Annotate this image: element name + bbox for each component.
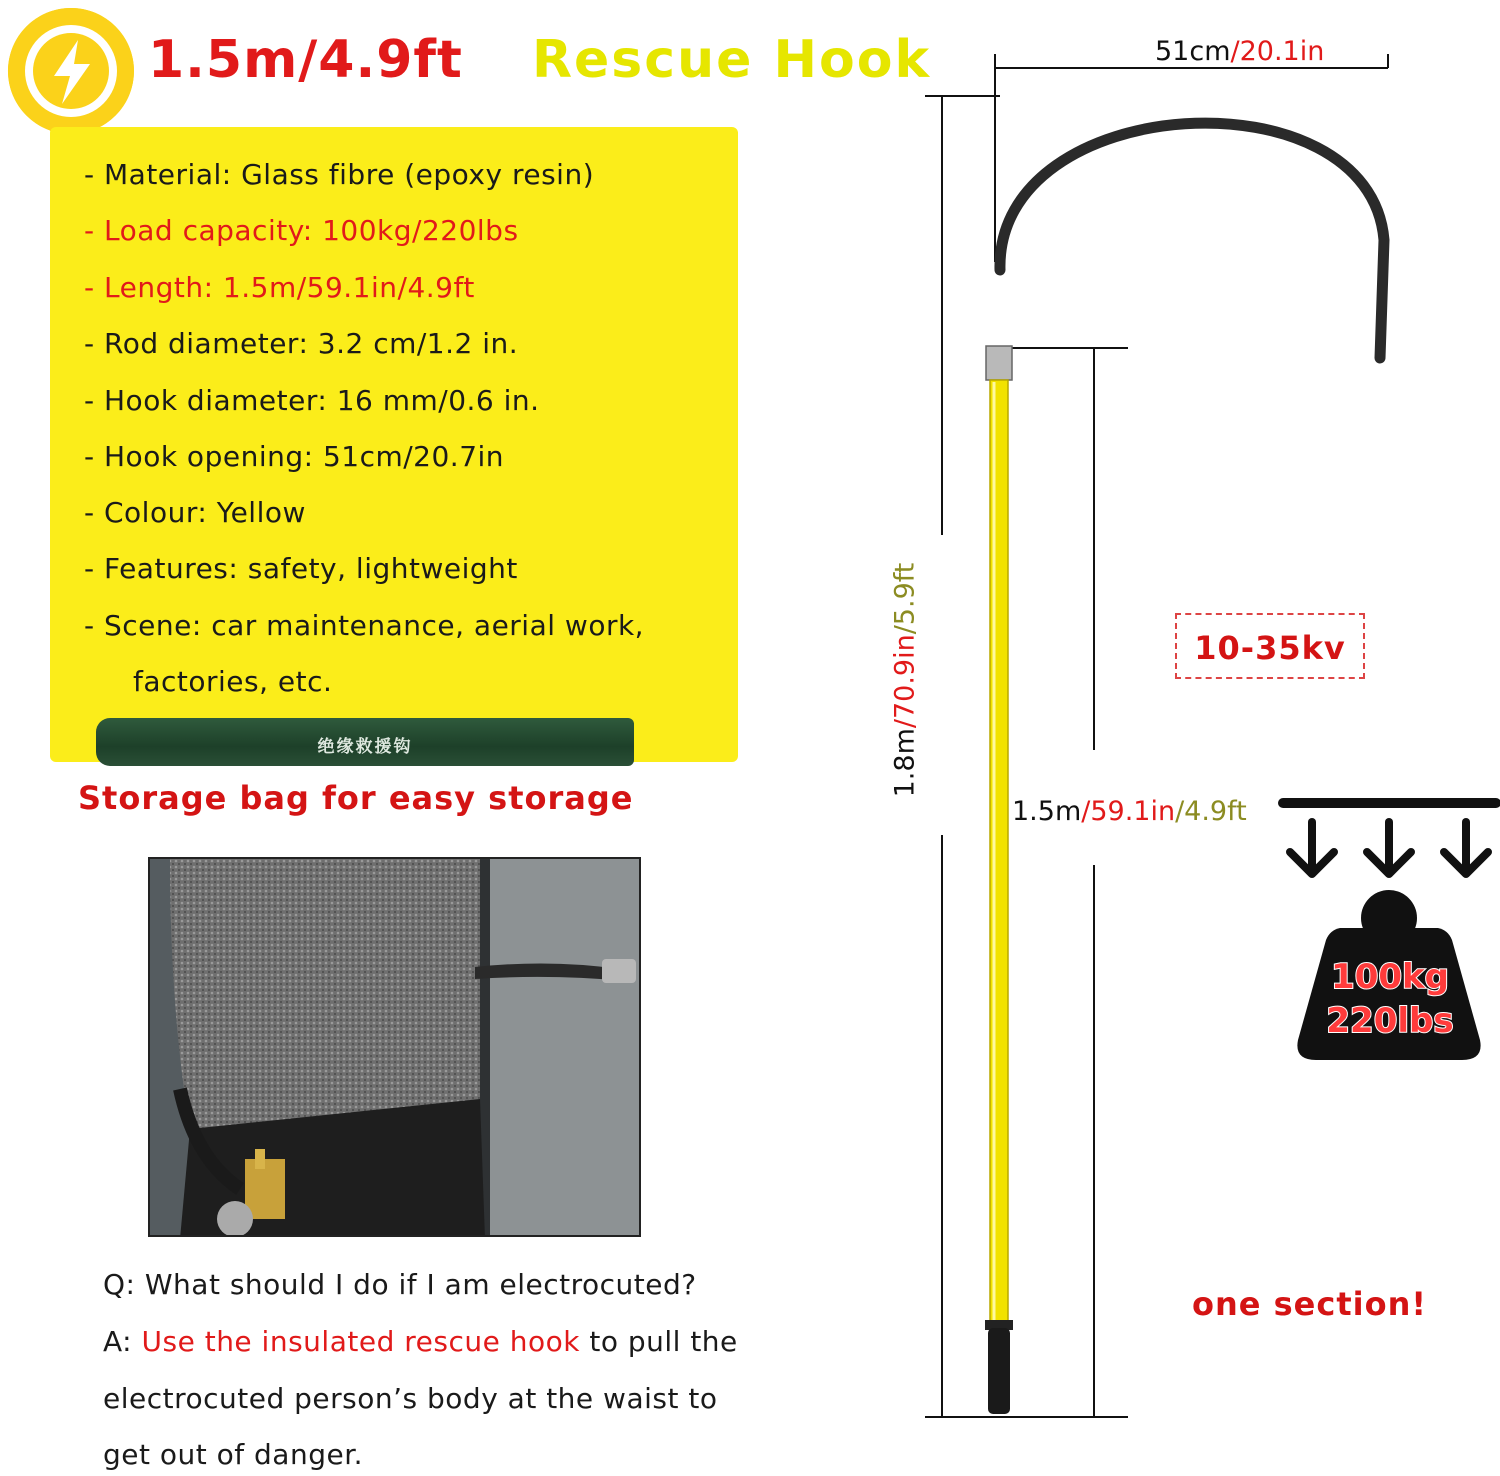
answer-line-2: electrocuted person’s body at the waist to	[103, 1382, 718, 1415]
answer-highlight: Use the insulated rescue hook	[141, 1325, 580, 1358]
answer-prefix: A:	[103, 1325, 142, 1358]
length-dimension-label	[1012, 796, 1247, 827]
voltage-text: 10-35kv	[1194, 629, 1346, 667]
length-metric: 1.5m	[1012, 796, 1082, 827]
spec-load-capacity: - Load capacity: 100kg/220lbs	[84, 214, 519, 247]
width-dimension-label	[1155, 36, 1324, 67]
load-arrows-icon	[1290, 822, 1488, 874]
question-text: Q: What should I do if I am electrocuted?	[103, 1268, 697, 1301]
height-metric: 1.8m	[889, 728, 921, 798]
spec-length: - Length: 1.5m/59.1in/4.9ft	[84, 271, 475, 304]
answer-rest: to pull the	[579, 1325, 738, 1358]
spec-scene-continued: factories, etc.	[133, 665, 333, 698]
length-imperial-in: /59.1in	[1081, 796, 1176, 827]
width-metric: 51cm	[1155, 36, 1231, 67]
weight-kg: 100kg	[1331, 957, 1449, 997]
spec-features: - Features: safety, lightweight	[84, 552, 518, 585]
length-imperial-ft: /4.9ft	[1175, 796, 1247, 827]
spec-rod-diameter: - Rod diameter: 3.2 cm/1.2 in.	[84, 327, 519, 360]
storage-bag-label: 绝缘救援钩	[317, 737, 413, 757]
spec-hook-diameter: - Hook diameter: 16 mm/0.6 in.	[84, 384, 540, 417]
weight-lbs: 220lbs	[1326, 1001, 1454, 1041]
answer-line-3: get out of danger.	[103, 1438, 364, 1471]
height-dimension-label	[890, 563, 921, 798]
hook-arc	[1000, 123, 1384, 358]
weight-label	[1300, 955, 1480, 1045]
title-size: 1.5m/4.9ft	[148, 30, 463, 90]
width-imperial: /20.1in	[1230, 36, 1325, 67]
spec-hook-opening: - Hook opening: 51cm/20.7in	[84, 440, 505, 473]
storage-bag-caption: Storage bag for easy storage	[78, 779, 634, 817]
height-imperial-ft: /5.9ft	[889, 562, 921, 635]
handle-grip	[988, 1328, 1010, 1414]
height-imperial-in: /70.9in	[889, 634, 921, 729]
one-section-note: one section!	[1192, 1285, 1427, 1323]
spec-scene: - Scene: car maintenance, aerial work,	[84, 609, 645, 642]
voltage-badge	[1175, 613, 1365, 679]
title-product-name: Rescue Hook	[532, 30, 932, 90]
spec-material: - Material: Glass fibre (epoxy resin)	[84, 158, 595, 191]
spec-colour: - Colour: Yellow	[84, 496, 306, 529]
hook-collar	[986, 346, 1012, 380]
